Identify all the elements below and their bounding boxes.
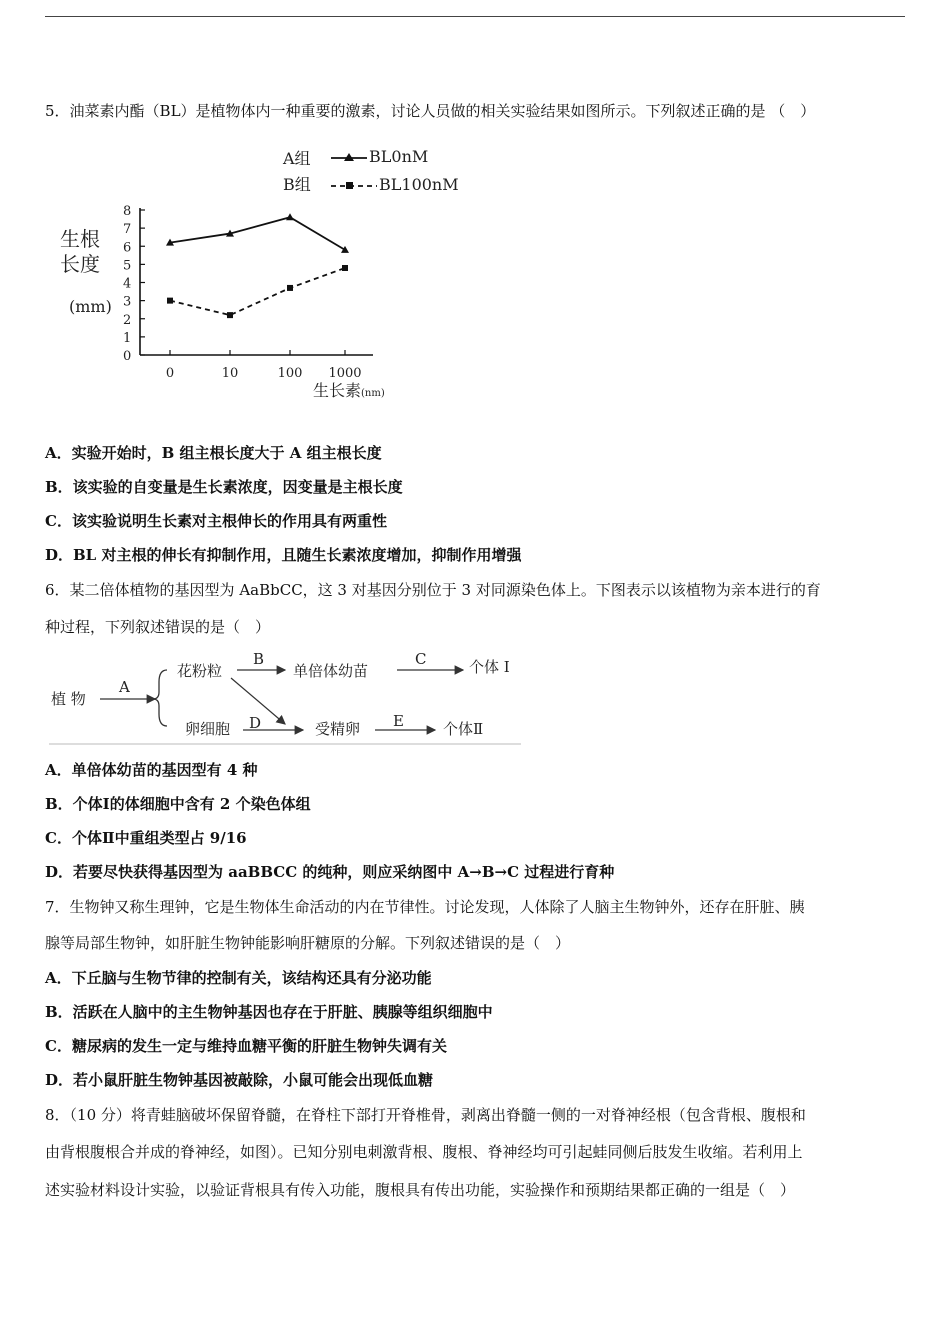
x-tick-label: 100 [277, 366, 303, 381]
x-tick-label: 1000 [328, 366, 362, 381]
y-tick-label: 4 [123, 276, 132, 292]
q8-stem-line3: 述实验材料设计实验，以验证背根具有传入功能，腹根具有传出功能，实验操作和预期结果都正确的一组是（ ） [45, 1181, 796, 1199]
q7-option-b: B．活跃在人脑中的主生物钟基因也存在于肝脏、胰腺等组织细胞中 [45, 1003, 493, 1021]
series-line-BL0nM [170, 217, 345, 250]
point-BL100nM [287, 285, 293, 291]
legend-group-b: B组 [283, 175, 311, 194]
legend-a-marker [344, 153, 354, 161]
y-ticks [123, 204, 145, 364]
q7-option-a: A．下丘脑与生物节律的控制有关，该结构还具有分泌功能 [45, 969, 432, 987]
y-tick-label: 7 [123, 222, 132, 238]
q5-stem: 5．油菜素内酯（BL）是植物体内一种重要的激素，讨论人员做的相关实验结果如图所示。下列叙述正确的是 （ ） [45, 102, 816, 120]
q5-option-c: C．该实验说明生长素对主根伸长的作用具有两重性 [45, 512, 387, 530]
bl-root-length-chart [55, 140, 485, 410]
flow-zygote: 受精卵 [315, 720, 361, 738]
chart-legend [282, 147, 459, 194]
series-line-BL100nM [170, 268, 345, 315]
q6-option-c: C．个体Ⅱ中重组类型占 9/16 [45, 829, 247, 847]
flow-label-d: D [249, 714, 262, 732]
point-BL0nM [341, 246, 349, 253]
x-label-unit: (nm) [361, 388, 385, 399]
flow-label-a: A [119, 678, 130, 696]
y-tick-label: 2 [123, 312, 132, 328]
flow-label-c: C [415, 650, 427, 668]
y-label-line2: 长度 [60, 252, 100, 276]
legend-b-marker [346, 182, 353, 189]
point-BL100nM [167, 298, 173, 304]
y-tick-label: 5 [123, 258, 132, 274]
y-label-unit: (mm) [69, 297, 112, 316]
flow-pollen: 花粉粒 [177, 662, 223, 680]
q6-option-a: A．单倍体幼苗的基因型有 4 种 [45, 761, 258, 779]
y-tick-label: 0 [123, 349, 132, 364]
y-tick-label: 8 [123, 204, 132, 219]
q6-option-b: B．个体Ⅰ的体细胞中含有 2 个染色体组 [45, 795, 311, 813]
q8-stem-line1: 8．（10 分）将青蛙脑破坏保留脊髓，在脊柱下部打开脊椎骨，剥离出脊髓一侧的一对脊神经根（包含背根、腹根和 [45, 1106, 806, 1124]
y-tick-label: 3 [123, 294, 132, 310]
q6-stem-line2: 种过程，下列叙述错误的是（ ） [45, 618, 271, 636]
q5-option-d: D．BL 对主根的伸长有抑制作用，且随生长素浓度增加，抑制作用增强 [45, 546, 522, 564]
flow-brace [153, 670, 167, 726]
y-label-line1: 生根 [60, 227, 100, 251]
flow-haploid: 单倍体幼苗 [293, 662, 369, 680]
q5-option-b: B．该实验的自变量是生长素浓度，因变量是主根长度 [45, 478, 403, 496]
legend-group-a: A组 [283, 149, 311, 168]
point-BL0nM [286, 213, 294, 220]
flow-plant: 植 物 [51, 690, 86, 708]
q7-stem-line1: 7．生物钟又称生理钟，它是生物体生命活动的内在节律性。讨论发现，人体除了人脑主生物钟外，还存在肝脏、胰 [45, 898, 805, 916]
q8-stem-line2: 由背根腹根合并成的脊神经，如图）。已知分别电刺激背根、腹根、脊神经均可引起蛙同侧后肢发生收缩。若利用上 [45, 1143, 803, 1161]
x-tick-label: 10 [221, 366, 239, 381]
flow-egg: 卵细胞 [185, 720, 231, 738]
plot-area [166, 213, 349, 318]
flow-individual-1: 个体 Ⅰ [469, 658, 510, 676]
q6-option-d: D．若要尽快获得基因型为 aaBBCC 的纯种，则应采纳图中 A→B→C 过程进行育种 [45, 863, 615, 881]
top-rule [45, 16, 905, 17]
y-tick-label: 6 [123, 240, 132, 256]
q5-option-a: A．实验开始时，B 组主根长度大于 A 组主根长度 [45, 444, 382, 462]
breeding-flow-diagram [45, 650, 525, 750]
x-label: 生长素 [313, 381, 362, 400]
point-BL100nM [342, 265, 348, 271]
q7-option-d: D．若小鼠肝脏生物钟基因被敲除，小鼠可能会出现低血糖 [45, 1071, 434, 1089]
q7-option-c: C．糖尿病的发生一定与维持血糖平衡的肝脏生物钟失调有关 [45, 1037, 447, 1055]
legend-series-b: BL100nM [379, 175, 459, 194]
flow-label-e: E [393, 712, 404, 730]
x-tick-label: 0 [165, 366, 175, 381]
q6-stem-line1: 6．某二倍体植物的基因型为 AaBbCC，这 3 对基因分别位于 3 对同源染色体上。下图表示以该植物为亲本进行的育 [45, 581, 821, 599]
point-BL100nM [227, 312, 233, 318]
flow-individual-2: 个体Ⅱ [443, 720, 484, 738]
flow-label-b: B [253, 650, 265, 668]
q7-stem-line2: 腺等局部生物钟，如肝脏生物钟能影响肝糖原的分解。下列叙述错误的是（ ） [45, 934, 571, 952]
y-tick-label: 1 [123, 330, 132, 346]
legend-series-a: BL0nM [369, 147, 429, 166]
